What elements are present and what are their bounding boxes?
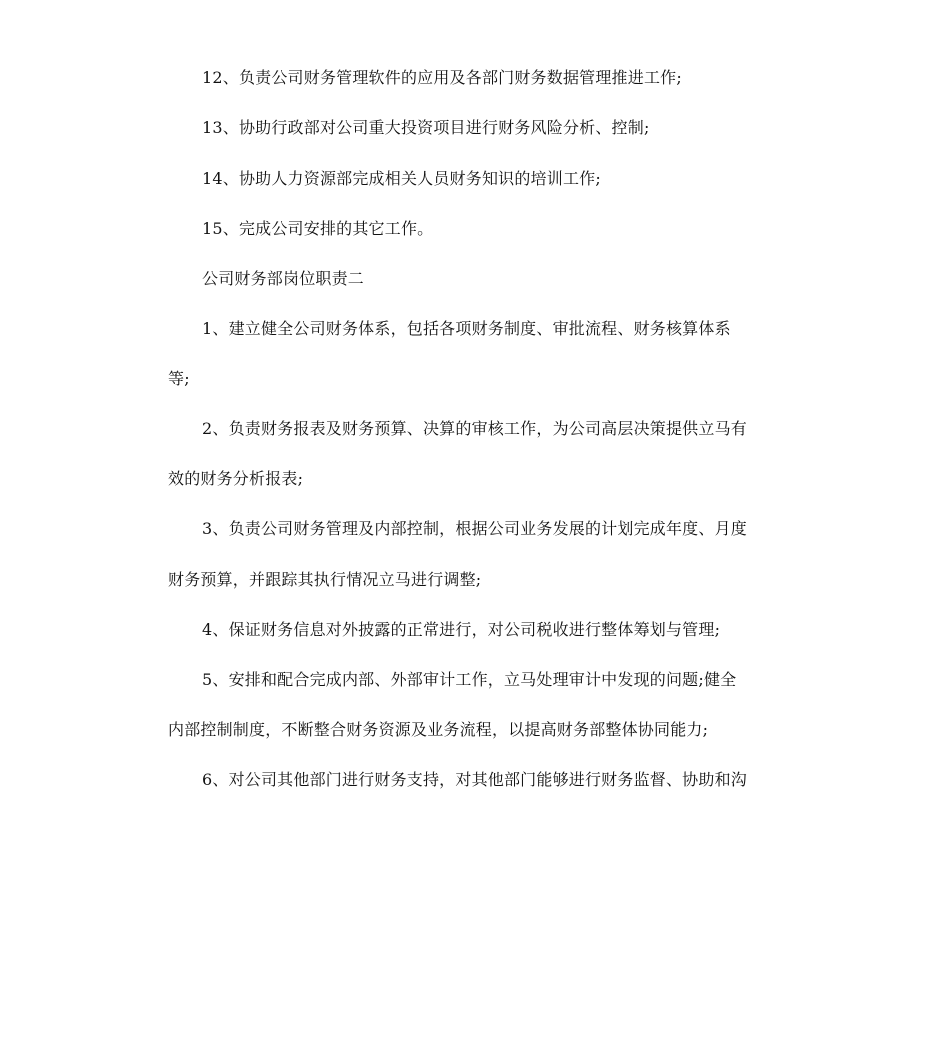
duty-item-3-continuation: 财务预算，并跟踪其执行情况立马进行调整; (168, 570, 482, 589)
duty-item-6: 6、对公司其他部门进行财务支持，对其他部门能够进行财务监督、协助和沟 (202, 770, 747, 789)
duty-item-15: 15、完成公司安排的其它工作。 (202, 219, 434, 238)
duty-item-3: 3、负责公司财务管理及内部控制，根据公司业务发展的计划完成年度、月度 (202, 519, 747, 538)
section-heading: 公司财务部岗位职责二 (202, 269, 365, 288)
duty-item-12: 12、负责公司财务管理软件的应用及各部门财务数据管理推进工作; (202, 68, 682, 87)
duty-item-2: 2、负责财务报表及财务预算、决算的审核工作，为公司高层决策提供立马有 (202, 419, 747, 438)
duty-item-14: 14、协助人力资源部完成相关人员财务知识的培训工作; (202, 169, 601, 188)
duty-item-5: 5、安排和配合完成内部、外部审计工作，立马处理审计中发现的问题;健全 (202, 670, 737, 689)
duty-item-5-continuation: 内部控制制度，不断整合财务资源及业务流程，以提高财务部整体协同能力; (168, 720, 709, 739)
duty-item-4: 4、保证财务信息对外披露的正常进行，对公司税收进行整体筹划与管理; (202, 620, 721, 639)
duty-item-13: 13、协助行政部对公司重大投资项目进行财务风险分析、控制; (202, 118, 650, 137)
duty-item-1-continuation: 等; (168, 369, 190, 388)
duty-item-2-continuation: 效的财务分析报表; (168, 469, 304, 488)
duty-item-1: 1、建立健全公司财务体系，包括各项财务制度、审批流程、财务核算体系 (202, 319, 731, 338)
